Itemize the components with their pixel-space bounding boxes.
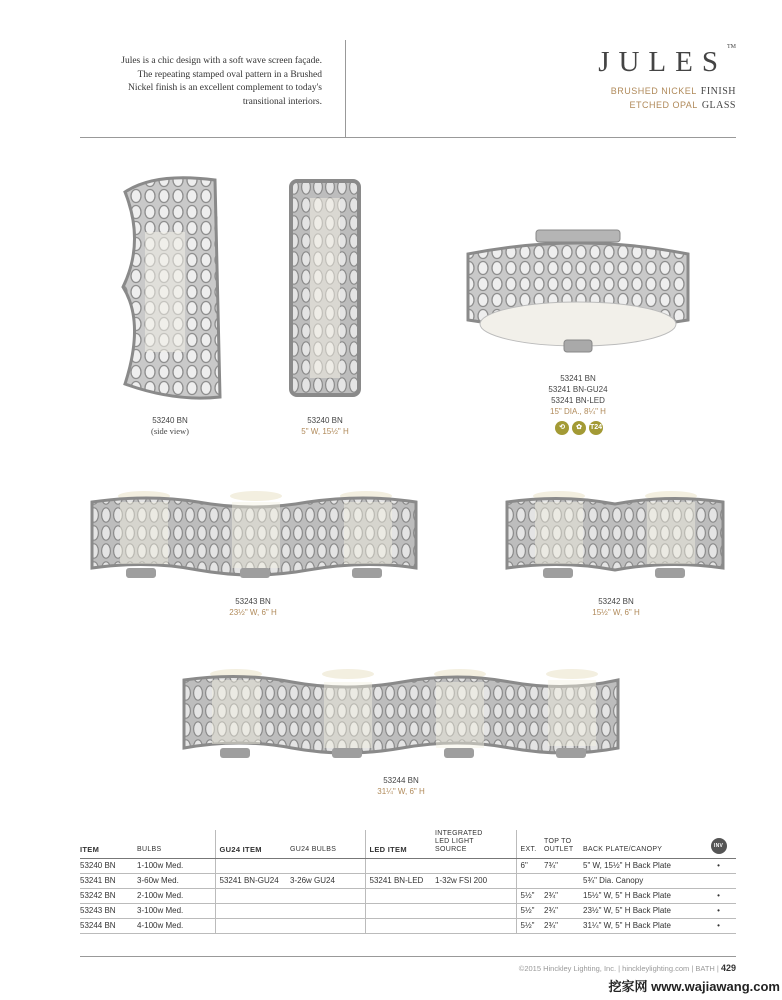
cell-outlet: 2¾"	[544, 919, 583, 934]
cell-led-source	[435, 859, 516, 874]
cell-bulbs: 4-100w Med.	[137, 919, 215, 934]
cell-inv: •	[701, 889, 736, 904]
watermark: 挖家网 www.wajiawang.com	[608, 979, 780, 994]
intro-line: transitional interiors.	[242, 96, 322, 107]
intro-line: Jules is a chic design with a soft wave screen façade.	[121, 56, 322, 66]
cell-bulbs: 3-100w Med.	[137, 904, 215, 919]
cell-gu24-item	[215, 904, 290, 919]
flush-mount-image	[462, 228, 694, 360]
item-number: 53240 BN	[152, 416, 188, 425]
intro-line: Nickel finish is an excellent complement to today's	[127, 83, 322, 93]
cell-outlet: 2¾"	[544, 904, 583, 919]
cell-led-source	[435, 889, 516, 904]
cell-item: 53240 BN	[80, 859, 137, 874]
bath-2-light-image	[503, 488, 727, 584]
collection-title	[598, 46, 736, 79]
cell-item: 53241 BN	[80, 874, 137, 889]
certification-icons	[555, 421, 603, 435]
cell-inv: •	[701, 919, 736, 934]
cell-gu24-item	[215, 859, 290, 874]
cell-outlet	[544, 874, 583, 889]
col-gu24-bulbs: GU24 BULBS	[290, 830, 365, 859]
header-divider-vertical	[345, 40, 346, 138]
cell-led-source	[435, 919, 516, 934]
cell-led-item	[365, 859, 435, 874]
title24-icon: T24	[589, 421, 603, 435]
cell-item: 53242 BN	[80, 889, 137, 904]
cell-ext: 5½"	[516, 904, 544, 919]
item-number: 53241 BN	[560, 374, 596, 383]
spec-table	[80, 830, 736, 934]
cell-led-source: 1-32w FSI 200	[435, 874, 516, 889]
cell-gu24-bulbs	[290, 904, 365, 919]
cell-bulbs: 1-100w Med.	[137, 859, 215, 874]
item-number: 53244 BN	[383, 776, 419, 785]
cell-ext: 5½"	[516, 919, 544, 934]
footer-divider	[80, 956, 736, 957]
glass-name: ETCHED OPAL	[629, 100, 698, 110]
led-icon: ✿	[572, 421, 586, 435]
finish-name: BRUSHED NICKEL	[610, 86, 697, 96]
cell-gu24-item	[215, 919, 290, 934]
page-footer	[519, 963, 736, 973]
cell-inv: •	[701, 859, 736, 874]
cell-outlet: 7¾"	[544, 859, 583, 874]
glass-spec	[629, 100, 736, 111]
item-number: 53240 BN	[307, 416, 343, 425]
col-bulbs: BULBS	[137, 830, 215, 859]
cell-gu24-item	[215, 889, 290, 904]
cell-backplate: 23½" W, 5" H Back Plate	[583, 904, 701, 919]
cell-backplate: 31¼" W, 5" H Back Plate	[583, 919, 701, 934]
table-row	[80, 859, 736, 874]
cell-led-source	[435, 904, 516, 919]
energy-star-icon: ⟲	[555, 421, 569, 435]
glass-label: GLASS	[701, 100, 736, 111]
caption-53244	[351, 775, 451, 797]
col-outlet-line: OUTLET	[544, 846, 574, 853]
page-number: 429	[720, 963, 736, 973]
caption-53242	[566, 596, 666, 618]
dimensions: 5" W, 15½" H	[301, 427, 349, 436]
cell-gu24-bulbs	[290, 889, 365, 904]
col-ext: EXT.	[516, 830, 544, 859]
bath-4-light-image	[180, 666, 622, 764]
intro-line: The repeating stamped oval pattern in a Brushed	[137, 69, 322, 80]
item-number: 53242 BN	[598, 597, 634, 606]
cell-gu24-bulbs	[290, 859, 365, 874]
cell-ext: 6"	[516, 859, 544, 874]
table-row	[80, 889, 736, 904]
col-led-source-line: INTEGRATED	[435, 830, 483, 837]
finish-label: FINISH	[700, 86, 736, 97]
col-outlet-line: TOP TO	[544, 838, 572, 845]
dimensions: 31¼" W, 6" H	[377, 787, 425, 796]
item-number: 53241 BN-GU24	[548, 385, 608, 394]
cell-ext: 5½"	[516, 889, 544, 904]
cell-bulbs: 3-60w Med.	[137, 874, 215, 889]
finish-spec	[611, 86, 736, 97]
col-item: ITEM	[80, 830, 137, 859]
cell-gu24-bulbs: 3-26w GU24	[290, 874, 365, 889]
col-outlet	[544, 830, 583, 859]
item-number: 53243 BN	[235, 597, 271, 606]
col-backplate: BACK PLATE/CANOPY	[583, 830, 701, 859]
intro-text	[80, 55, 322, 109]
cell-gu24-bulbs	[290, 919, 365, 934]
col-led-source-line: SOURCE	[435, 846, 467, 853]
col-led-item: LED ITEM	[365, 830, 435, 859]
caption-53240-side	[120, 415, 220, 437]
cell-gu24-item: 53241 BN-GU24	[215, 874, 290, 889]
dimensions: 15" DIA., 8¼" H	[550, 407, 606, 416]
bath-3-light-image	[88, 488, 420, 584]
table-header-row	[80, 830, 736, 859]
collection-name: JULES	[598, 46, 727, 78]
dimensions: 23½" W, 6" H	[229, 608, 277, 617]
col-gu24-item: GU24 ITEM	[215, 830, 290, 859]
cell-led-item: 53241 BN-LED	[365, 874, 435, 889]
cell-bulbs: 2-100w Med.	[137, 889, 215, 904]
cell-led-item	[365, 889, 435, 904]
trademark: TM	[727, 44, 736, 51]
cell-led-item	[365, 919, 435, 934]
table-row	[80, 904, 736, 919]
cell-inv	[701, 874, 736, 889]
cell-ext	[516, 874, 544, 889]
col-led-source	[435, 830, 516, 859]
col-inv	[701, 830, 736, 859]
cell-led-item	[365, 904, 435, 919]
inventory-icon: INV	[711, 838, 727, 854]
cell-item: 53244 BN	[80, 919, 137, 934]
cell-inv: •	[701, 904, 736, 919]
cell-backplate: 5" W, 15½" H Back Plate	[583, 859, 701, 874]
cell-item: 53243 BN	[80, 904, 137, 919]
sconce-front-image	[288, 178, 362, 398]
caption-53240-front	[275, 415, 375, 437]
cell-backplate: 15½" W, 5" H Back Plate	[583, 889, 701, 904]
table-row	[80, 874, 736, 889]
caption-53241	[518, 373, 638, 417]
sconce-side-image	[115, 172, 225, 402]
cell-backplate: 5¾" Dia. Canopy	[583, 874, 701, 889]
header-divider	[80, 137, 736, 138]
table-row	[80, 919, 736, 934]
dimensions: 15½" W, 6" H	[592, 608, 640, 617]
caption-53243	[203, 596, 303, 618]
cell-outlet: 2¾"	[544, 889, 583, 904]
view-note: (side view)	[150, 426, 189, 436]
footer-text: ©2015 Hinckley Lighting, Inc. | hinckleylighting.com | BATH |	[518, 964, 719, 973]
col-led-source-line: LED LIGHT	[435, 838, 474, 845]
item-number: 53241 BN-LED	[551, 396, 605, 405]
